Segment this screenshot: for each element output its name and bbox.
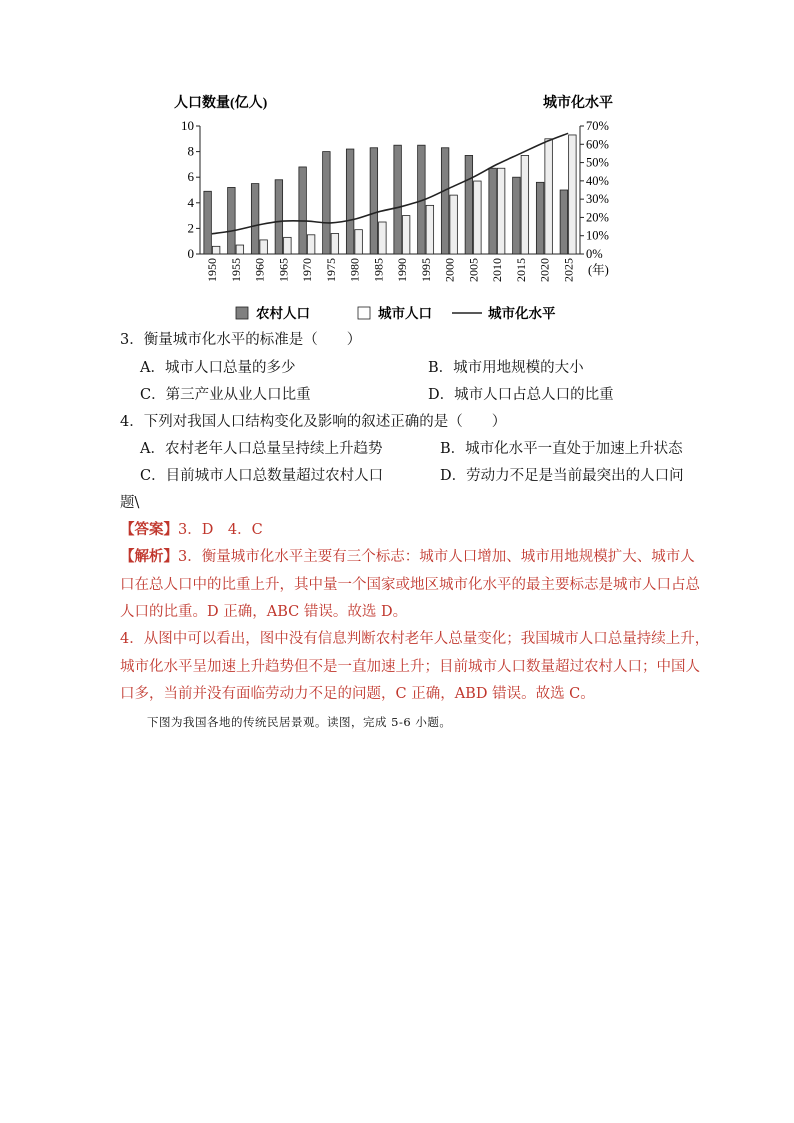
y-right-tick-label: 10% [586, 228, 609, 243]
x-tick-label: 1960 [252, 258, 267, 282]
legend-swatch-rural [236, 307, 248, 319]
bar-rural-1955 [228, 187, 236, 254]
bar-urban-2010 [497, 168, 505, 254]
question-4-option-b: B．城市化水平一直处于加速上升状态 [440, 441, 683, 457]
question-4-option-a: A．农村老年人口总量呈持续上升趋势 [140, 441, 383, 457]
y-left-tick-label: 8 [187, 143, 194, 159]
x-tick-label: 1995 [418, 258, 433, 282]
bar-rural-1985 [370, 148, 378, 254]
bar-rural-1990 [394, 145, 402, 254]
x-tick-label: 1955 [228, 258, 243, 282]
y-right-axis-label: 城市化水平 [543, 96, 613, 111]
bar-rural-2015 [513, 177, 521, 254]
bar-rural-2005 [465, 155, 473, 254]
bar-rural-1975 [323, 152, 331, 254]
next-section-intro: 下图为我国各地的传统民居景观。读图，完成 5-6 小题。 [147, 715, 452, 729]
analysis-line-6: 口多，当前并没有面临劳动力不足的问题，C 正确，ABD 错误。故选 C。 [120, 686, 595, 702]
legend-swatch-urban [358, 307, 370, 319]
bar-rural-2010 [489, 168, 497, 254]
y-left-tick-label: 2 [187, 220, 194, 236]
y-left-tick-label: 4 [187, 194, 194, 210]
question-3-option-a: A．城市人口总量的多少 [140, 360, 296, 376]
x-tick-label: 1950 [205, 258, 220, 282]
analysis-line-3: 人口的比重。D 正确，ABC 错误。故选 D。 [120, 604, 408, 620]
analysis-line-5: 城市化水平呈加速上升趋势但不是一直加速上升；目前城市人口数量超过农村人口；中国人 [120, 659, 700, 675]
y-left-tick-label: 0 [187, 246, 194, 261]
bar-urban-1965 [284, 237, 292, 254]
x-tick-label: 2015 [513, 258, 528, 282]
x-tick-label: 2010 [490, 258, 505, 282]
analysis-text-1: 3．衡量城市化水平主要有三个标志：城市人口增加、城市用地规模扩大、城市人 [178, 549, 695, 565]
answer-line [120, 520, 263, 540]
x-tick-label: 2000 [442, 258, 457, 282]
bar-rural-1980 [346, 149, 354, 254]
answer-label: 【答案】 [120, 521, 178, 538]
population-urbanization-chart [0, 0, 794, 340]
question-3-option-d: D．城市人口占总人口的比重 [428, 387, 614, 403]
bar-rural-1960 [251, 184, 259, 254]
x-tick-label: 1975 [323, 258, 338, 282]
bar-rural-2000 [441, 148, 449, 254]
bar-rural-1970 [299, 167, 307, 254]
bar-urban-2005 [474, 181, 482, 254]
bar-urban-1955 [236, 245, 244, 254]
x-tick-label: 1985 [371, 258, 386, 282]
bar-urban-1970 [307, 235, 315, 254]
x-tick-label: 2025 [561, 258, 576, 282]
question-3-option-c: C．第三产业从业人口比重 [140, 387, 311, 403]
y-right-tick-label: 20% [586, 210, 609, 225]
bar-urban-1990 [402, 216, 410, 254]
x-axis-unit: (年) [588, 263, 609, 277]
legend-label-urbanization: 城市化水平 [488, 306, 556, 321]
y-left-tick-label: 10 [181, 118, 194, 133]
bar-urban-1980 [355, 230, 363, 254]
legend-label-urban: 城市人口 [378, 306, 432, 321]
analysis-line-1 [120, 547, 695, 567]
bar-urban-2025 [569, 135, 577, 254]
y-right-tick-label: 30% [586, 192, 609, 207]
x-tick-label: 1990 [395, 258, 410, 282]
analysis-label: 【解析】 [120, 548, 178, 565]
y-right-tick-label: 70% [586, 119, 609, 133]
y-left-tick-label: 6 [187, 169, 194, 185]
analysis-line-2: 口在总人口中的比重上升，其中量一个国家或地区城市化水平的最主要标志是城市人口占总 [120, 577, 700, 593]
answer-text: 3．D 4．C [178, 522, 263, 538]
x-tick-label: 2020 [537, 258, 552, 282]
bar-urban-2000 [450, 195, 458, 254]
x-tick-label: 1980 [347, 258, 362, 282]
bar-urban-1950 [212, 246, 220, 254]
question-4-continuation: 题\ [120, 495, 140, 511]
x-tick-label: 2005 [466, 258, 481, 282]
chart-legend [236, 305, 556, 321]
bar-urban-1960 [260, 240, 268, 254]
bar-urban-1995 [426, 205, 434, 254]
y-right-tick-label: 0% [586, 247, 603, 261]
bar-urban-1975 [331, 234, 339, 254]
bar-urban-1985 [379, 222, 387, 254]
bar-rural-1950 [204, 191, 212, 254]
y-right-tick-label: 40% [586, 173, 609, 188]
analysis-line-4: 4．从图中可以看出，图中没有信息判断农村老年人总量变化；我国城市人口总量持续上升， [120, 631, 710, 647]
bar-rural-2020 [536, 182, 544, 254]
bar-rural-1965 [275, 180, 283, 254]
bar-urban-2020 [545, 139, 553, 254]
y-right-tick-label: 60% [586, 137, 609, 152]
x-tick-label: 1965 [276, 258, 291, 282]
y-right-tick-label: 50% [586, 155, 609, 170]
question-4-option-c: C．目前城市人口总数量超过农村人口 [140, 468, 384, 484]
y-left-axis-label: 人口数量(亿人) [174, 96, 268, 111]
question-4-option-d: D．劳动力不足是当前最突出的人口问 [440, 468, 684, 484]
question-3-stem: 3．衡量城市化水平的标准是（ ） [120, 332, 362, 348]
bar-urban-2015 [521, 155, 529, 254]
question-4-stem: 4．下列对我国人口结构变化及影响的叙述正确的是（ ） [120, 414, 507, 430]
bar-rural-2025 [560, 190, 568, 254]
plot-area [181, 118, 609, 282]
question-3-option-b: B．城市用地规模的大小 [428, 360, 584, 376]
legend-label-rural: 农村人口 [256, 306, 310, 321]
x-tick-label: 1970 [300, 258, 315, 282]
